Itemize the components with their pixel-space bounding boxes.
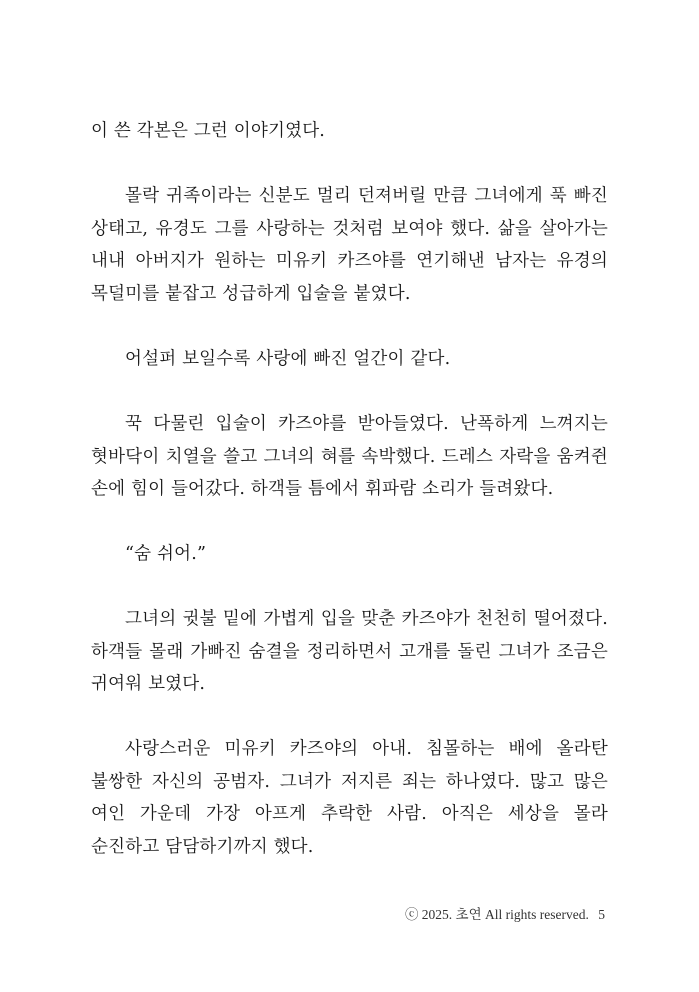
page-number: 5 <box>598 907 605 922</box>
paragraph-2: 몰락 귀족이라는 신분도 멀리 던져버릴 만큼 그녀에게 푹 빠진 상태고, 유경도 그를 사랑하는 것처럼 보여야 했다. 삶을 살아가는 내내 아버지가 원하는 미유키 카즈야를 연기해낸 남자는 유경의 목덜미를 붙잡고 성급하게 입술을 붙였다. <box>91 186 608 304</box>
paragraph-3: 어설퍼 보일수록 사랑에 빠진 얼간이 같다. <box>125 349 451 369</box>
paragraph-6: 그녀의 귓불 밑에 가볍게 입을 맞춘 카즈야가 천천히 떨어졌다. 하객들 몰래 가빠진 숨결을 정리하면서 고개를 돌린 그녀가 조금은 귀여워 보였다. <box>91 609 608 694</box>
paragraph-5: “숨 쉬어.” <box>125 544 207 564</box>
paragraph-1: 이 쓴 각본은 그런 이야기였다. <box>91 121 326 141</box>
paragraph-7: 사랑스러운 미유키 카즈야의 아내. 침몰하는 배에 올라탄 불쌍한 자신의 공범자. 그녀가 저지른 죄는 하나였다. 많고 많은 여인 가운데 가장 아프게 추락한 사람. 아직은 세상을 몰라 순진하고 담담하기까지 했다. <box>91 739 608 857</box>
page-footer <box>399 903 605 923</box>
paragraph-4: 꾹 다물린 입술이 카즈야를 받아들였다. 난폭하게 느껴지는 혓바닥이 치열을 쓸고 그녀의 혀를 속박했다. 드레스 자락을 움켜쥔 손에 힘이 들어갔다. 하객들 틈에서 휘파람 소리가 들려왔다. <box>91 414 608 499</box>
copyright-text: ⓒ 2025. 초연 All rights reserved. <box>404 907 589 922</box>
